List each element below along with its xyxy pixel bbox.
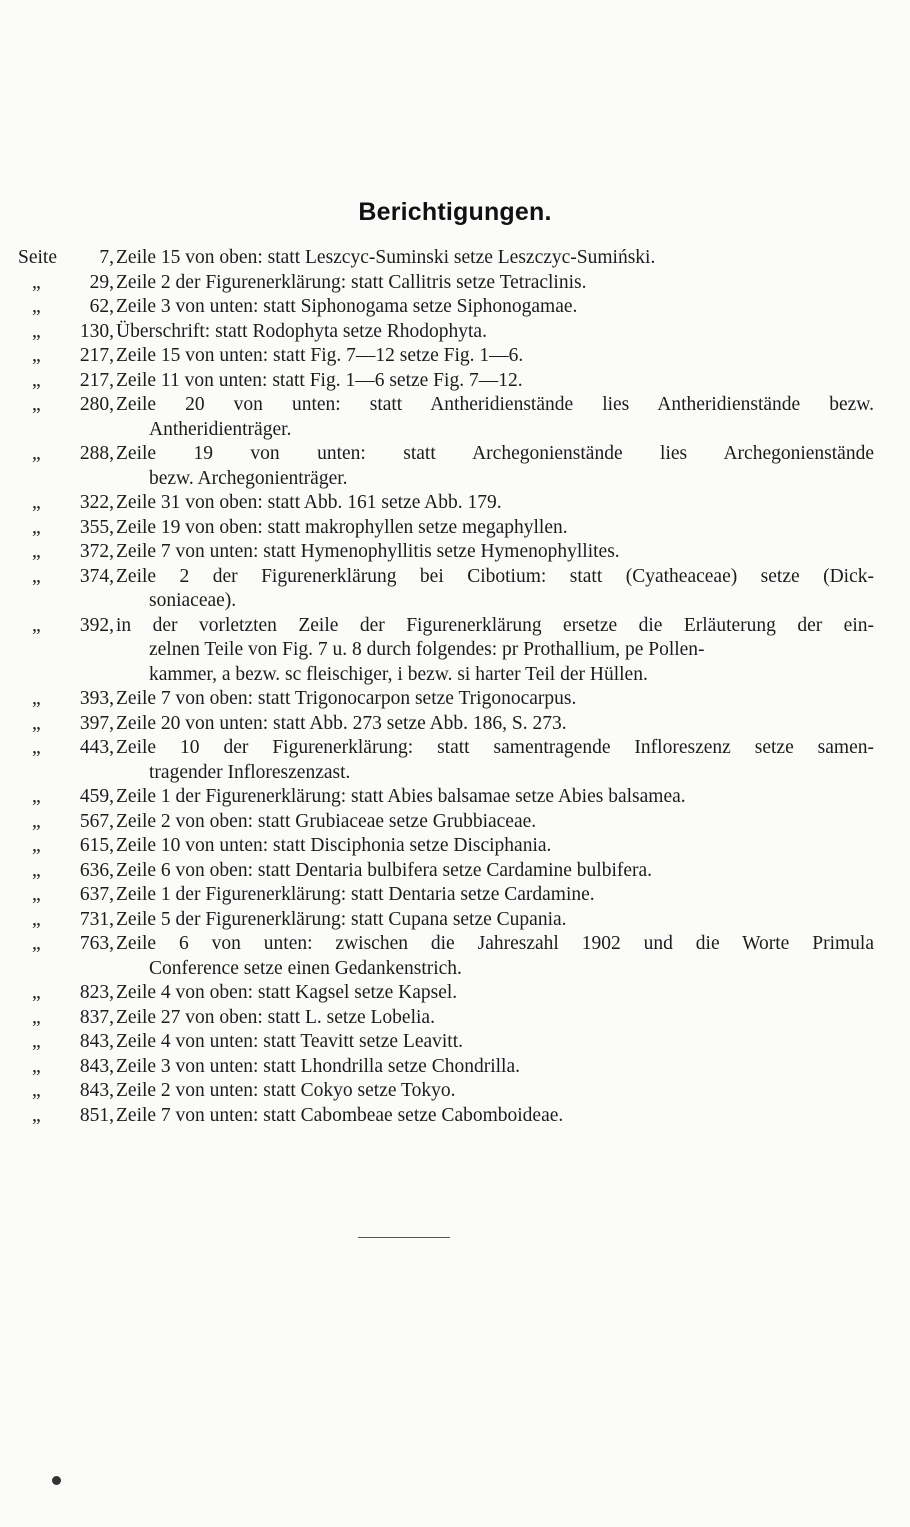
correction-text: Zeile 6 von unten: zwischen die Jahreszahl 1902 und die Worte Primula <box>116 933 874 954</box>
ditto-mark: „ <box>32 394 41 415</box>
errata-line <box>0 834 910 859</box>
errata-line <box>0 491 910 516</box>
page-number: 130, <box>79 320 114 342</box>
correction-text: Zeile 5 der Figurenerklärung: statt Cupana setze Cupania. <box>116 908 567 930</box>
correction-text: Zeile 1 der Figurenerklärung: statt Abies balsamae setze Abies balsamea. <box>116 786 686 807</box>
correction-text: Zeile 11 von unten: statt Fig. 1—6 setze Fig. 7—12. <box>116 369 523 391</box>
ditto-mark: „ <box>32 296 41 317</box>
errata-entry <box>0 1079 910 1104</box>
correction-text: Zeile 4 von unten: statt Teavitt setze Leavitt. <box>116 1031 464 1052</box>
correction-text: Zeile 19 von unten: statt Archegonienstände lies Archegonienstände <box>116 443 874 464</box>
errata-entry <box>0 369 910 394</box>
correction-continuation: soniaceae). <box>149 590 237 611</box>
errata-line <box>0 810 910 835</box>
correction-text: Zeile 15 von oben: statt Leszcyc-Suminski setze Leszczyc-Sumiński. <box>116 247 656 268</box>
errata-line <box>0 246 910 271</box>
page-number: 392, <box>79 614 114 636</box>
page-number: 7, <box>99 247 114 268</box>
errata-entry <box>0 540 910 565</box>
ditto-mark: „ <box>32 1055 41 1077</box>
errata-entry <box>0 810 910 835</box>
page-number: 567, <box>79 810 114 832</box>
correction-text: Überschrift: statt Rodophyta setze Rhodophyta. <box>116 320 487 342</box>
ditto-mark: „ <box>32 737 41 758</box>
errata-line <box>0 712 910 737</box>
ditto-mark: „ <box>32 369 41 391</box>
ditto-mark: „ <box>32 712 41 734</box>
correction-text: Zeile 1 der Figurenerklärung: statt Dentaria setze Cardamine. <box>116 884 595 905</box>
correction-continuation: kammer, a bezw. sc fleischiger, i bezw. si harter Teil der Hüllen. <box>149 663 648 685</box>
errata-line <box>0 540 910 565</box>
errata-line <box>0 614 910 639</box>
correction-text: Zeile 7 von oben: statt Trigonocarpon setze Trigonocarpus. <box>116 688 577 709</box>
errata-line <box>0 859 910 884</box>
errata-entry <box>0 834 910 859</box>
errata-entry <box>0 1030 910 1055</box>
correction-continuation: bezw. Archegonienträger. <box>149 467 348 489</box>
ditto-mark: „ <box>32 1031 41 1052</box>
correction-continuation: Conference setze einen Gedankenstrich. <box>149 957 462 979</box>
errata-entry <box>0 859 910 884</box>
errata-entry <box>0 491 910 516</box>
ditto-mark: „ <box>32 320 41 342</box>
ditto-mark: „ <box>32 345 41 366</box>
errata-line <box>0 932 910 957</box>
correction-text: Zeile 20 von unten: statt Abb. 273 setze Abb. 186, S. 273. <box>116 712 567 734</box>
errata-entry <box>0 442 910 491</box>
page-label: Seite <box>18 247 57 268</box>
correction-text: Zeile 7 von unten: statt Cabombeae setze Cabomboideae. <box>116 1104 564 1126</box>
errata-entry <box>0 516 910 541</box>
errata-line <box>0 957 910 982</box>
correction-text: Zeile 2 von unten: statt Cokyo setze Tokyo. <box>116 1080 456 1101</box>
page-number: 280, <box>79 394 114 415</box>
page-number: 459, <box>79 786 114 807</box>
page-number: 823, <box>79 982 114 1003</box>
errata-line <box>0 271 910 296</box>
correction-text: Zeile 2 der Figurenerklärung bei Cibotium: statt (Cyatheaceae) setze (Dick- <box>116 565 874 587</box>
page-number: 837, <box>79 1006 114 1028</box>
ditto-mark: „ <box>32 516 41 538</box>
errata-line <box>0 516 910 541</box>
page-number: 637, <box>79 884 114 905</box>
errata-line <box>0 320 910 345</box>
errata-line <box>0 369 910 394</box>
page-number: 443, <box>79 737 114 758</box>
page-number: 615, <box>79 835 114 856</box>
page-number: 372, <box>79 541 114 562</box>
correction-text: Zeile 20 von unten: statt Antheridienstände lies Antheridienstände bezw. <box>116 394 874 415</box>
correction-text: Zeile 10 der Figurenerklärung: statt samentragende Infloreszenz setze samen- <box>116 737 874 758</box>
ditto-mark: „ <box>32 1006 41 1028</box>
errata-entry <box>0 785 910 810</box>
page-number: 843, <box>79 1055 114 1077</box>
errata-entry <box>0 246 910 271</box>
ditto-mark: „ <box>32 271 41 293</box>
errata-line <box>0 981 910 1006</box>
correction-text: Zeile 31 von oben: statt Abb. 161 setze Abb. 179. <box>116 492 502 513</box>
ditto-mark: „ <box>32 492 41 513</box>
ditto-mark: „ <box>32 614 41 636</box>
errata-line <box>0 687 910 712</box>
errata-line <box>0 736 910 761</box>
errata-line <box>0 295 910 320</box>
correction-text: Zeile 10 von unten: statt Disciphonia setze Disciphania. <box>116 835 552 856</box>
page-number: 374, <box>79 565 114 587</box>
page-number: 731, <box>79 908 114 930</box>
errata-entry <box>0 320 910 345</box>
ditto-mark: „ <box>32 859 41 881</box>
errata-entry <box>0 932 910 981</box>
errata-line <box>0 418 910 443</box>
correction-continuation: tragender Infloreszenzast. <box>149 761 351 783</box>
ditto-mark: „ <box>32 982 41 1003</box>
errata-entry <box>0 687 910 712</box>
page-number: 843, <box>79 1031 114 1052</box>
errata-entry <box>0 565 910 614</box>
errata-line <box>0 393 910 418</box>
errata-line <box>0 1006 910 1031</box>
errata-entry <box>0 1055 910 1080</box>
correction-text: Zeile 27 von oben: statt L. setze Lobelia. <box>116 1006 435 1028</box>
errata-list <box>0 246 910 1128</box>
correction-text: Zeile 19 von oben: statt makrophyllen setze megaphyllen. <box>116 516 568 538</box>
errata-entry <box>0 1104 910 1129</box>
page-number: 763, <box>79 933 114 954</box>
errata-line <box>0 785 910 810</box>
page-number: 29, <box>89 271 114 293</box>
correction-text: Zeile 7 von unten: statt Hymenophyllitis setze Hymenophyllites. <box>116 541 620 562</box>
errata-line <box>0 1104 910 1129</box>
ditto-mark: „ <box>32 810 41 832</box>
correction-text: Zeile 4 von oben: statt Kagsel setze Kapsel. <box>116 982 458 1003</box>
ditto-mark: „ <box>32 688 41 709</box>
ditto-mark: „ <box>32 884 41 905</box>
errata-line <box>0 883 910 908</box>
correction-text: in der vorletzten Zeile der Figurenerklärung ersetze die Erläuterung der ein- <box>116 614 874 636</box>
correction-continuation: zelnen Teile von Fig. 7 u. 8 durch folgendes: pr Prothallium, pe Pollen- <box>149 639 705 660</box>
page-number: 851, <box>79 1104 114 1126</box>
errata-line <box>0 344 910 369</box>
errata-line <box>0 589 910 614</box>
errata-entry <box>0 295 910 320</box>
errata-entry <box>0 712 910 737</box>
errata-line <box>0 638 910 663</box>
ditto-mark: „ <box>32 1104 41 1126</box>
correction-text: Zeile 2 von oben: statt Grubiaceae setze Grubbiaceae. <box>116 810 537 832</box>
ditto-mark: „ <box>32 443 41 464</box>
ditto-mark: „ <box>32 908 41 930</box>
errata-line <box>0 908 910 933</box>
ditto-mark: „ <box>32 835 41 856</box>
errata-entry <box>0 271 910 296</box>
errata-entry <box>0 736 910 785</box>
ditto-mark: „ <box>32 1080 41 1101</box>
errata-entry <box>0 908 910 933</box>
page-number: 217, <box>79 345 114 366</box>
errata-line <box>0 1030 910 1055</box>
errata-line <box>0 565 910 590</box>
ditto-mark: „ <box>32 565 41 587</box>
errata-entry <box>0 1006 910 1031</box>
errata-line <box>0 467 910 492</box>
errata-line <box>0 761 910 786</box>
page-number: 62, <box>89 296 114 317</box>
correction-text: Zeile 3 von unten: statt Siphonogama setze Siphonogamae. <box>116 296 578 317</box>
page-number: 355, <box>79 516 114 538</box>
correction-text: Zeile 3 von unten: statt Lhondrilla setze Chondrilla. <box>116 1055 520 1077</box>
errata-line <box>0 442 910 467</box>
correction-continuation: Antheridienträger. <box>149 418 292 440</box>
divider-rule <box>358 1237 450 1238</box>
errata-entry <box>0 981 910 1006</box>
page-number: 397, <box>79 712 114 734</box>
correction-text: Zeile 2 der Figurenerklärung: statt Callitris setze Tetraclinis. <box>116 271 587 293</box>
page-number: 288, <box>79 443 114 464</box>
errata-entry <box>0 344 910 369</box>
page-number: 393, <box>79 688 114 709</box>
correction-text: Zeile 6 von oben: statt Dentaria bulbifera setze Cardamine bulbifera. <box>116 859 653 881</box>
errata-entry <box>0 614 910 688</box>
ink-blot <box>52 1476 61 1485</box>
page-number: 843, <box>79 1080 114 1101</box>
ditto-mark: „ <box>32 786 41 807</box>
page-number: 217, <box>79 369 114 391</box>
page-number: 636, <box>79 859 114 881</box>
errata-entry <box>0 393 910 442</box>
errata-entry <box>0 883 910 908</box>
ditto-mark: „ <box>32 933 41 954</box>
page-number: 322, <box>79 492 114 513</box>
errata-line <box>0 1055 910 1080</box>
errata-line <box>0 1079 910 1104</box>
correction-text: Zeile 15 von unten: statt Fig. 7—12 setze Fig. 1—6. <box>116 345 524 366</box>
errata-line <box>0 663 910 688</box>
page-title: Berichtigungen. <box>358 198 552 226</box>
ditto-mark: „ <box>32 541 41 562</box>
